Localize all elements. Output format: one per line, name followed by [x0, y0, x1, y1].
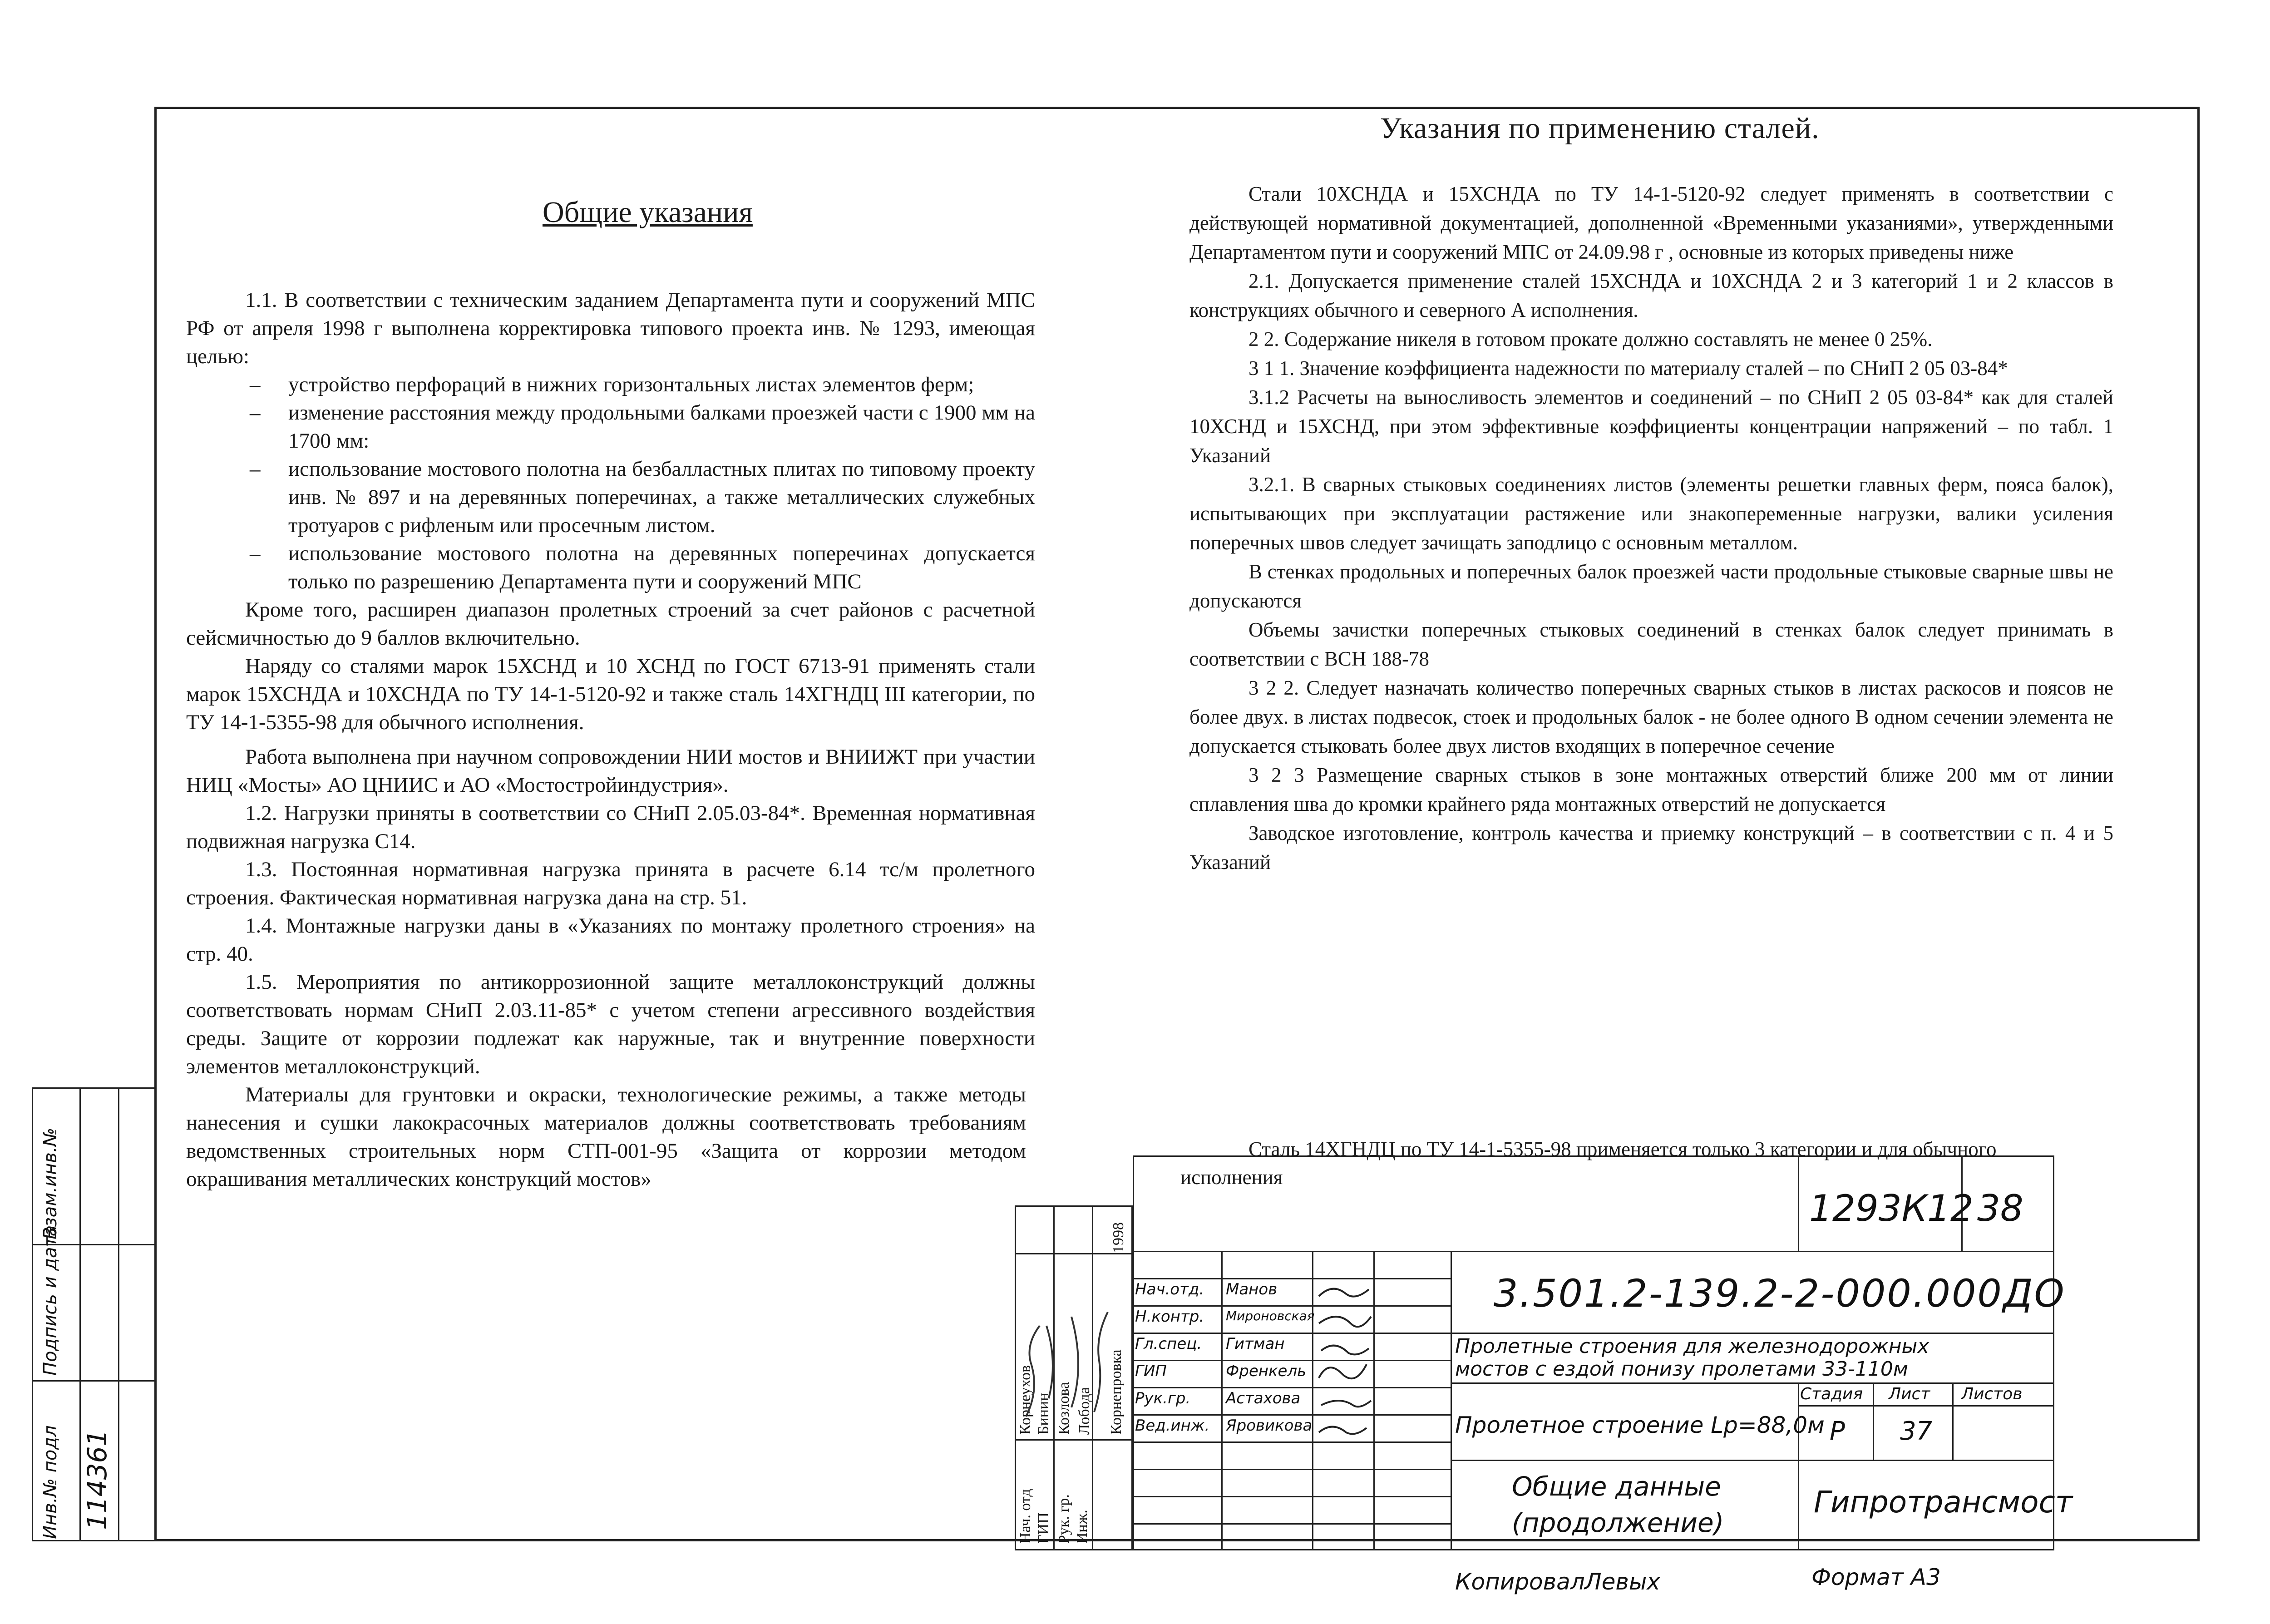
name-label: Мироновская: [1226, 1308, 1315, 1323]
steel-instructions-title: Указания по применению сталей.: [1380, 112, 1820, 145]
project-description: Пролетные строения для железнодорожных: [1455, 1335, 1930, 1358]
paragraph: Кроме того, расширен диапазон пролетных строений за счет районов с расчетной сейсмичностью до 9 баллов включительно.: [186, 598, 1035, 650]
paragraph: 3.1.2 Расчеты на выносливость элементов и соединений – по СНиП 2 05 03-84* как для сталей 10ХСНД и 15ХСНД, при этом эффективные коэффициенты концентрации напряжений – по табл. 1 Указаний: [1189, 386, 2113, 467]
paragraph: 1.5. Мероприятия по антикоррозионной защите металлоконструкций должны соответствовать нормам СНиП 2.03.11-85* с учетом степени агрессивного воздействия среды. Защите от коррозии подлежат как наружные, так и внутренние поверхности элементов металлоконструкций.: [186, 970, 1035, 1078]
paragraph: 3 1 1. Значение коэффициента надежности по материалу сталей – по СНиП 2 05 03-84*: [1248, 357, 2008, 380]
sheet-title: Общие данные: [1512, 1471, 1721, 1502]
paragraph: 1.1. В соответствии с техническим заданием Департамента пути и сооружений МПС РФ от апреля 1998 г выполнена корректировка типового проекта инв. № 1293, имеющая целью:: [186, 288, 1035, 368]
paragraph: Работа выполнена при научном сопровождении НИИ мостов и ВНИИЖТ при участии НИЦ «Мосты» АО ЦНИИС и АО «Мостостройиндустрия».: [186, 745, 1035, 797]
inv-number-label: Инв.№ подл: [40, 1425, 61, 1539]
role-label: Рук.гр.: [1135, 1389, 1191, 1407]
organization: Гипротрансмост: [1814, 1485, 2073, 1520]
paragraph: Объемы зачистки поперечных стыковых соединений в стенках балок следует принимать в соответствии с ВСН 188-78: [1189, 618, 2113, 670]
approval-role: Инж.: [1074, 1510, 1091, 1544]
list-item: – использование мостового полотна на безбалластных плитах по типовому проекту инв. № 897 и на деревянных поперечинах, а также металлических служебных тротуаров с рифленым или просечным листом.: [250, 457, 1035, 537]
list-item: – устройство перфораций в нижних горизонтальных листах элементов ферм;: [250, 373, 974, 396]
paragraph: 1.4. Монтажные нагрузки даны в «Указаниях по монтажу пролетного строения» на стр. 40.: [186, 914, 1035, 966]
list-item: – изменение расстояния между продольными балками проезжей части с 1900 мм на 1700 мм:: [250, 401, 1035, 453]
paragraph: 2 2. Содержание никеля в готовом прокате должно составлять не менее 0 25%.: [1248, 328, 1933, 350]
approval-signatures: [1017, 1262, 1130, 1435]
exchange-inv-label: Взам.инв.№: [40, 1127, 61, 1239]
role-label: Вед.инж.: [1135, 1417, 1210, 1435]
role-label: Н.контр.: [1135, 1308, 1204, 1326]
stage-value: Р: [1830, 1417, 1845, 1446]
name-label: Гитман: [1226, 1335, 1285, 1353]
signatures: [1314, 1278, 1373, 1441]
stage-header: Стадия: [1800, 1385, 1863, 1403]
name-label: Астахова: [1226, 1389, 1301, 1407]
document-code: 3.501.2-139.2-2-000.000ДО: [1494, 1271, 2066, 1316]
approval-name: Бинин: [1035, 1392, 1052, 1435]
steel-instructions-text: [1189, 179, 2113, 877]
approval-name: Лобода: [1076, 1387, 1093, 1435]
signature-date-label: Подпись и дата: [40, 1225, 61, 1376]
approval-name: Козлова: [1056, 1382, 1072, 1435]
paragraph: Стали 10ХСНДА и 15ХСНДА по ТУ 14-1-5120-92 следует применять в соответствии с действующей нормативной документацией, дополненной «Временными указаниями», утвержденными Департаментом пути и сооружений МПС от 24.09.98 г , основные из которых приведены ниже: [1189, 183, 2113, 263]
name-label: Яровикова: [1226, 1417, 1313, 1435]
approval-name: Корнепровка: [1108, 1349, 1125, 1435]
steel-note: Сталь 14ХГНДЦ по ТУ 14-1-5355-98 применяется только 3 категории и для обычного исполнения: [1180, 1138, 1997, 1189]
approval-role: Нач. отд: [1017, 1489, 1034, 1544]
paragraph: 1.2. Нагрузки приняты в соответствии со СНиП 2.05.03-84*. Временная нормативная подвижная нагрузка С14.: [186, 801, 1035, 853]
approval-role: Рук. гр.: [1056, 1494, 1072, 1544]
approval-name: Корнеухов: [1017, 1365, 1034, 1435]
general-instructions-title: Общие указания: [543, 196, 753, 229]
name-label: Манов: [1226, 1280, 1278, 1298]
copied-label: Копировал: [1455, 1569, 1585, 1595]
role-label: Гл.спец.: [1135, 1335, 1202, 1353]
paragraph: 2.1. Допускается применение сталей 15ХСНДА и 10ХСНДА 2 и 3 категорий 1 и 2 классов в конструкциях обычного и северного А исполнения.: [1189, 270, 2113, 321]
sheet-value: 37: [1900, 1417, 1933, 1446]
list-item: – использование мостового полотна на деревянных поперечинах допускается только по разрешению Департамента пути и сооружений МПС: [250, 542, 1035, 593]
role-label: Нач.отд.: [1135, 1280, 1204, 1298]
project-description: мостов с ездой понизу пролетами 33-110м: [1455, 1357, 1909, 1381]
paragraph: 3 2 3 Размещение сварных стыков в зоне монтажных отверстий ближе 200 мм от линии сплавления шва до кромки крайнего ряда монтажных отверстий не допускается: [1189, 764, 2113, 815]
copier-name: Левых: [1584, 1569, 1660, 1595]
paragraph: 1.3. Постоянная нормативная нагрузка принята в расчете 6.14 тс/м пролетного строения. Фактическая нормативная нагрузка дана на стр. 51.: [186, 858, 1035, 909]
sheet-header: Лист: [1889, 1385, 1930, 1403]
paragraph: Заводское изготовление, контроль качества и приемку конструкций – в соответствии с п. 4 и 5 Указаний: [1189, 822, 2113, 874]
paragraph: Материалы для грунтовки и окраски, технологические режимы, а также методы нанесения и сушки лакокрасочных материалов должны соответствовать требованиям ведомственных строительных норм СТП-001-95 «Защита от коррозии методом окрашивания металлических конструкций мостов»: [186, 1083, 1026, 1191]
page-number: 38: [1977, 1187, 2023, 1229]
sheets-header: Листов: [1961, 1385, 2023, 1403]
format-label: Формат А3: [1811, 1564, 1941, 1590]
paragraph: Наряду со сталями марок 15ХСНД и 10 ХСНД по ГОСТ 6713-91 применять стали марок 15ХСНДА и 10ХСНДА по ТУ 14-1-5120-92 и также сталь 14ХГНДЦ III категории, по ТУ 14-1-5355-98 для обычного исполнения.: [186, 654, 1035, 734]
project-code: 1293К: [1809, 1187, 1928, 1229]
sheet-subtitle: (продолжение): [1512, 1507, 1724, 1538]
paragraph: В стенках продольных и поперечных балок проезжей части продольные стыковые сварные швы не допускаются: [1189, 560, 2113, 612]
approval-year: 1998: [1110, 1222, 1127, 1253]
paragraph: 3 2 2. Следует назначать количество поперечных сварных стыков в листах раскосов и поясов не более двух. в листах подвесок, стоек и продольных балок - не более одного В одном сечении элемента не допускается стыковать более двух листов входящих в поперечное сечение: [1189, 676, 2113, 757]
project-subcode: 12: [1927, 1187, 1974, 1229]
paragraph: 3.2.1. В сварных стыковых соединениях листов (элементы решетки главных ферм, пояса балок), испытывающих при эксплуатации растяжение или знакопеременные нагрузки, валики усиления поперечных швов следует зачищать заподлицо с основным металлом.: [1189, 473, 2113, 554]
name-label: Френкель: [1226, 1362, 1307, 1380]
inv-number-value: 114361: [82, 1429, 113, 1530]
span-description: Пролетное строение Lp=88,0м: [1455, 1412, 1825, 1438]
approval-role: ГИП: [1035, 1512, 1052, 1544]
role-label: ГИП: [1135, 1362, 1167, 1380]
general-instructions-text: [186, 286, 1035, 1193]
